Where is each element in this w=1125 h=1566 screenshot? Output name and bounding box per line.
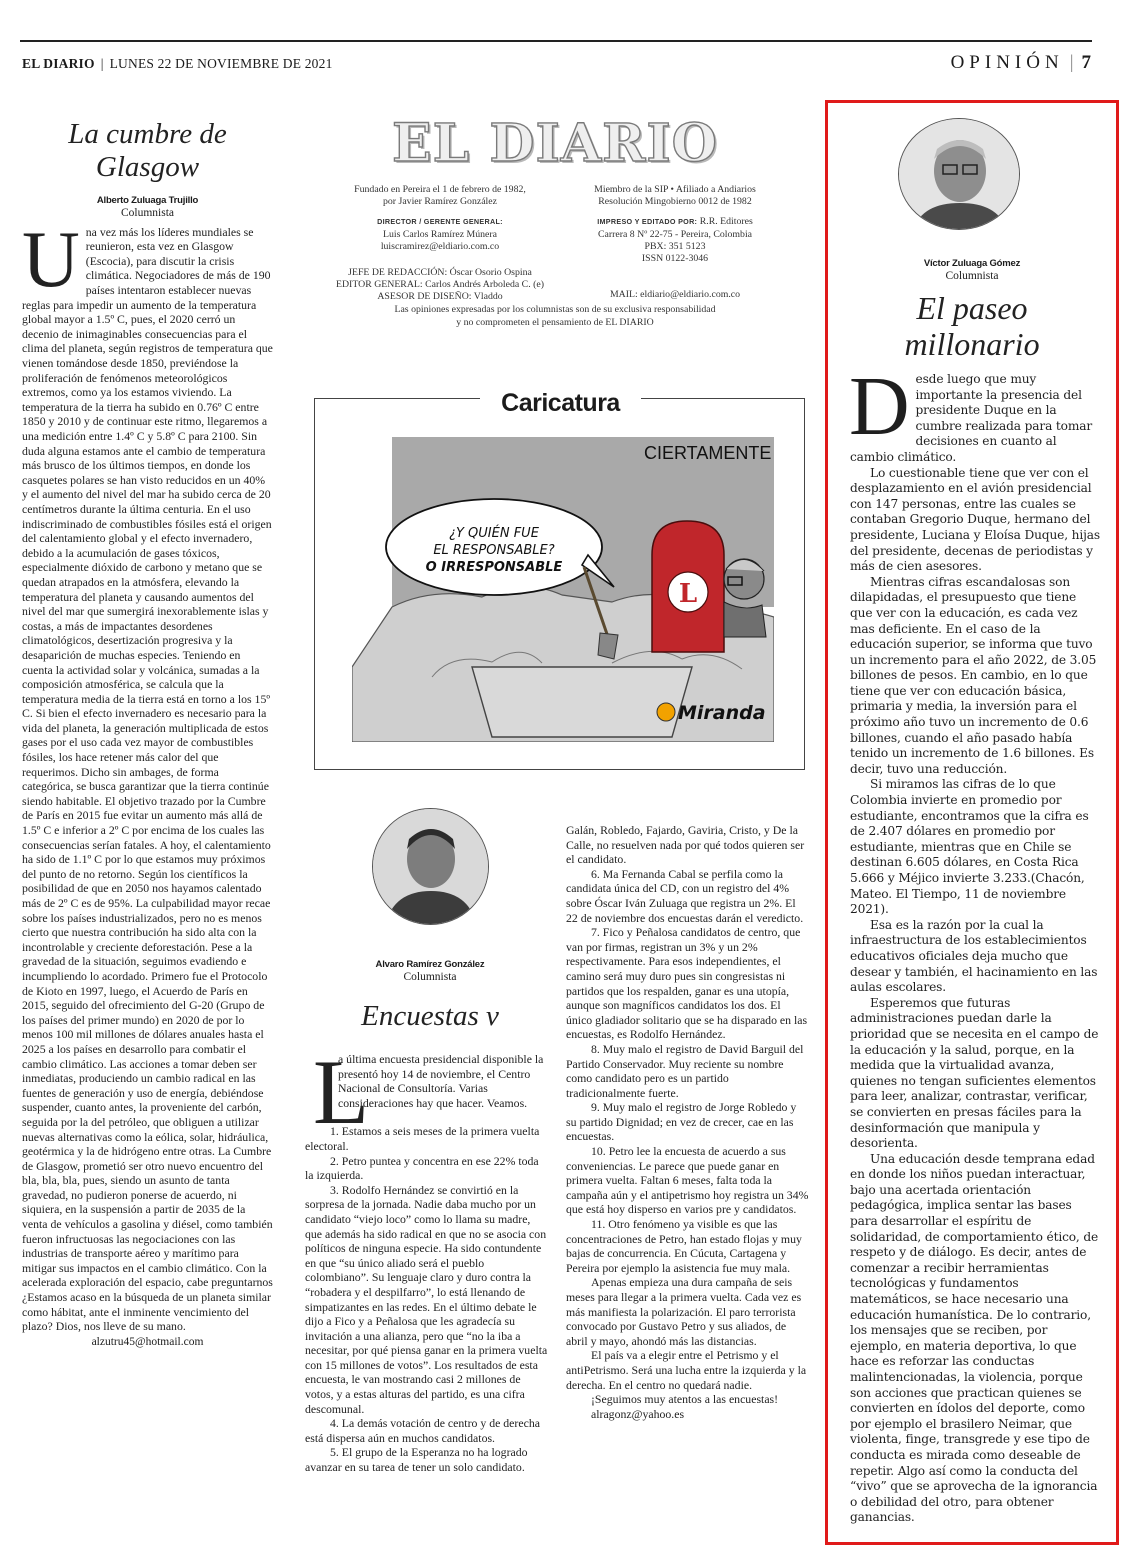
masthead-publisher [565, 184, 785, 265]
right-paragraph: Mientras cifras escandalosas son dilapidadas, el presupuesto que tiene que ver con la educación, es cada vez mas deficiente. En el caso de la educación superior, se informa que tuvo un incremento para el año 2022, de 3.05 billones de pesos. En cambio, en lo que tiene que ver con educación básica, primaria y media, la inversión para el próximo año tuvo un incremento de 0.6 billones, cuando el año pasado había tenido un incremento de 1.6 billones. Es decir, tuvo una reducción. [850, 574, 1097, 776]
issue-date: LUNES 22 DE NOVIEMBRE DE 2021 [109, 56, 333, 71]
middle-item: 3. Rodolfo Hernández se convirtió en la sorpresa de la jornada. Nadie daba mucho por un candidato “viejo loco” como lo llama su madre, que además ha sido radical en que no se asocia con políticos de ninguna especie. Ha sido contundente en que “su único aliado será el pueblo colombiano”. Su lenguaje claro y duro contra la “robadera y el despilfarro”, lo está llenando de simpatizantes en las redes. En el último debate le dijo a Fico y a Peñalosa que les agradecía su invitación a una alianza, pero que “no la iba a necesitar, por qué piensa ganar en la primera vuelta con 15 millones de votos”. Los resultados de esta encuesta, le van mostrando casi 2 millones de votos, y a estas alturas del partido, es una cifra descomunal. [305, 1182, 548, 1416]
right-paragraph: Esa es la razón por la cual la infraestructura de los establecimientos educativos oficiales deja mucho que desear y también, el hacinamiento en las aulas escolares. [850, 917, 1098, 995]
right-author-block [838, 248, 1106, 282]
left-body-text: na vez más los líderes mundiales se reunieron, esta vez en Glasgow (Escocia), para discutir la crisis climática. Negociadores de más de 190 países intentaron establecer nuevas reglas para impedir un aumento de la temperatura global mayor a 1.5º C, pues, el 2020 cerró un decenio de inimaginables consecuencias para el clima del planeta, según registros de temperatura que vienen tomándose desde 1850, previéndose la proliferación de fenómenos meteorológicos extremos, como ya los estamos viviendo. La temperatura de la tierra ha subido en 0.76º C entre 1850 y 2010 y de continuar este ritmo, llegaremos a una medición entre 1.4º C y 5.8º C para 2100. Sin duda alguna estamos ante el cambio de temperatura más brusco de los últimos tiempos, en donde los casquetes polares se han visto reducidos en un 40% y el aumento del nivel del mar ha subido cerca de 20 centímetros durante la última centuria. En el uso indiscriminado de combustibles fósiles está el origen del calentamiento global y el efecto invernadero, debido a la acumulación de gases tóxicos, especialmente dióxido de carbono y metano que se quedan atrapados en la atmósfera, elevando la temperatura del planeta y causando aumentos del nivel del mar que sumergirá inexorablemente islas y costas, a más de impactantes desordenes climatológicos, desertización progresiva y la desaparición de muchas especies. Teniendo en cuenta la actividad solar y volcánica, sumadas a la composición atmosférica, se calcula que la temperatura media de la tierra está en torno a los 15º C. Si bien el efecto invernadero es necesario para la vida del planeta, la generación multiplicada de estos gases por el uso cada vez mayor de combustibles fósiles, los hace retener más calor del que requerimos. Dicho sin ambages, de forma categórica, se busca garantizar que la tierra continúe siendo habitable. El objetivo trazado por la Cumbre de París en 2015 fue evitar un aumento más allá de 1.5º C e inferior a 2º C por encima de los cuales las consecuencias serían fatales. A hoy, el calentamiento ha sido de 1.1º C por lo que estamos muy próximos del punto de no retorno. Según los científicos la posibilidad de que en 2050 nos hayamos calentado más de 2º C es de 95%. La culpabilidad mayor recae sobre los países industrializados, pero no es menos cierto que nuestra contribución ha sido alta con la incontrolable y creciente deforestación. Pese a la gravedad de la situación, seguimos evadiendo e incumpliendo lo acordado. Primero fue el Protocolo de Kioto en 1997, luego, el Acuerdo de París en 2015, seguido del ofrecimiento del G-20 (Grupo de los países del primer mundo) en 2020 de por lo menos 100 mil millones de dólares anuales hasta el 2025 a los países en desarrollo para combatir el cambio climático. Las acciones a tomar deben ser inmediatas, produciendo un cambio radical en las fuentes de generación y uso de energía, debiéndose suspender, cuanto antes, la proveniente del carbón, seguida por la del petróleo, que obliguen a utilizar nuevas alternativas como la eólica, solar, hidráulica, geotérmica y la de hidrógeno entre otras. La Cumbre de Glasgow, prometió ser otro nuevo encuentro del bla, bla, bla, pues, siendo un asunto de tanta gravedad, no pudieron ponerse de acuerdo, ni siquiera, en la suspensión a partir de 2035 de la venta de vehículos a gasolina y diésel, como también fueron infructuosas las negociaciones con las industrias de transporte aéreo y marítimo para mitigar sus impactos en el cambio climático. Con la acelerada exploración del espacio, cabe preguntarnos ¿Estamos acaso en la búsqueda de un planeta similar como hábitat, ante el inminente vencimiento del plazo? Dios, nos lleve de su mano. [22, 224, 273, 1334]
left-dropcap: U [22, 215, 80, 304]
middle-item: 7. Fico y Peñalosa candidatos de centro, que van por firmas, registran un 3% y un 2% respectivamente. Para esos independientes, el camino será muy duro pues sin congresistas ni partidos que los respalden, ganar es una utopía, aunque son magníficos candidatos los dos. El único gladiador solitario que se ha disparado en las encuestas, es Rodolfo Hernández. [566, 925, 808, 1042]
left-title-line2: Glasgow [95, 151, 200, 184]
mail-address[interactable]: eldiario@eldiario.com.co [640, 289, 741, 300]
middle-author-block [305, 949, 555, 983]
middle-article-col2 [566, 823, 809, 1421]
director-email: luiscramirez@eldiario.com.co [380, 240, 500, 252]
header-rule [20, 40, 1092, 42]
bubble-line1: ¿Y QUIÉN FUE [449, 526, 539, 541]
section-header [951, 52, 1091, 74]
open-grave [472, 667, 692, 737]
printed-by-name: R.R. Editores [699, 216, 753, 228]
cartoon-illustration [352, 437, 774, 742]
masthead-staff [305, 267, 575, 304]
left-article-body [22, 215, 273, 1334]
issn: ISSN 0122-3046 [641, 253, 709, 265]
publisher-address: Carrera 8 Nº 22-75 - Pereira, Colombia [597, 228, 753, 240]
cartoon-label: Caricatura [480, 386, 641, 420]
middle-item: Apenas empieza una dura campaña de seis meses para llegar a la primera vuelta. Cada vez es más manifiesta la polarización. El paro terrorista convocado por Gustavo Petro y sus aliados, de abril y mayo, ahondó más las distancias. [566, 1275, 802, 1348]
masthead-logo: EL DIARIO [392, 113, 718, 174]
middle-item: ¡Seguimos muy atentos a las encuestas! [591, 1392, 779, 1407]
chief-editor-name: Óscar Osorio Ospina [449, 267, 532, 278]
disclaimer-line1: Las opiniones expresadas por los columnistas son de su exclusiva responsabilidad [394, 304, 716, 315]
left-article-title [22, 118, 273, 185]
middle-item: 8. Muy malo el registro de David Barguil del Partido Conservador. Muy reciente su nombre como candidato pero es un partido tradicionalmente fuerte. [566, 1041, 804, 1100]
resolution-line: Resolución Mingobierno 0012 de 1982 [598, 196, 752, 208]
design-advisor-label: ASESOR DE DISEÑO: [377, 291, 472, 303]
right-paragraph: Una educación desde temprana edad en donde los niños puedan interactuar, bajo una acertada orientación pedagógica, implica sentar las bases para desarrollar el espíritu de solidaridad, de comportamiento ético, de respeto y de diálogo. Es decir, antes de comenzar a recibir herramientas tecnológicas y fundamentos matemáticos, se hace necesario una educación humanística. De lo contrario, los mensajes que se reciben, por ejemplo, en materia deportiva, lo que hace es reforzar las conductas malintencionadas, la violencia, porque son acciones que practican quienes se convierten en ídolos del deporte, como por ejemplo el brasilero Neimar, que violenta, finge, transgrede y ese tipo de conducta es mirada como deseable de repetir. Algo así como la conducta del “vivo” que se aprovecha de la ignorancia o debilidad del otro, para obtener ganancias. [850, 1151, 1099, 1525]
middle-item: 2. Petro puntea y concentra en ese 22% toda la izquierda. [305, 1153, 539, 1183]
director-label: DIRECTOR / GERENTE GENERAL: [377, 217, 503, 227]
right-dropcap: D [849, 360, 910, 453]
middle-author-role: Columnista [403, 971, 457, 983]
newspaper-name: EL DIARIO [22, 56, 95, 71]
portrait-icon [373, 809, 489, 925]
masthead-founding [325, 184, 555, 253]
left-author-role: Columnista [120, 206, 175, 219]
middle-dropcap: L [313, 1041, 370, 1143]
tombstone-letter: L [678, 579, 698, 609]
right-author-role: Columnista [945, 270, 999, 282]
middle-article-title: Encuestas v [361, 1000, 499, 1032]
director-name: Luis Carlos Ramírez Múnera [383, 228, 497, 240]
right-author: Víctor Zuluaga Gómez [923, 258, 1021, 269]
left-article [22, 118, 273, 1348]
printed-by-label: IMPRESO Y EDITADO POR: [597, 217, 698, 227]
right-article-body [849, 360, 1102, 1526]
chief-editor-label: JEFE DE REDACCIÓN: [348, 267, 448, 278]
middle-item: 11. Otro fenómeno ya visible es que las concentraciones de Petro, han estado flojas y muy bajas de concurrencia. En Cúcuta, Cartagena y Pereira por ejemplo la asistencia fue muy mala. [566, 1217, 802, 1275]
middle-item: 6. Ma Fernanda Cabal se perfila como la candidata única del CD, con un registro del 4% sobre Óscar Iván Zuluaga que registra un 2%. El 22 de noviembre dos encuestas darán el veredicto. [566, 866, 804, 925]
bubble-line3: O IRRESPONSABLE [425, 560, 563, 575]
membership-line: Miembro de la SIP • Afiliado a Andiarios [594, 184, 756, 195]
masthead [305, 112, 805, 329]
middle-item: 1. Estamos a seis meses de la primera vuelta electoral. [305, 1124, 540, 1153]
masthead-mail [565, 289, 785, 301]
author-photo-right [898, 118, 1020, 230]
page-header [22, 56, 333, 72]
header-separator: | [100, 56, 104, 71]
shovel-blade [598, 633, 618, 659]
cartoonist-signature: Miranda [678, 702, 766, 724]
publisher-phone: PBX: 351 5123 [644, 240, 706, 252]
general-editor-name: Carlos Andrés Arboleda C. (e) [425, 279, 544, 291]
section-separator: | [1069, 52, 1074, 73]
section-name: OPINIÓN [950, 52, 1064, 73]
right-paragraph: Esperemos que futuras administraciones puedan darle la prioridad que se necesita en el campo de la educación y la salud, porque, en la medida que la virtualidad avanza, quienes no tengan suficientes elementos para leer, analizar, contrastar, verificar, se convierten en presas fáciles para la desinformación que manipula y desorienta. [850, 995, 1099, 1151]
portrait-icon [899, 119, 1020, 230]
right-paragraph: Si miramos las cifras de lo que Colombia invierte en promedio por estudiante, encontramos que la cifra es de 2.407 dólares en promedio por estudiante, mientras que en Chile se destinan 6.605 dólares, en Costa Rica 5.666 y Méjico invierte 3.233.(Chacón, Mateo. El Tiempo, 11 de noviembre 2021). [850, 777, 1089, 917]
middle-intro: a última encuesta presidencial disponible la presentó hoy 14 de noviembre, el Centro Nacional de Consultoría. Varias consideraciones hay que hacer. Veamos. [338, 1052, 544, 1110]
founded-line: Fundado en Pereira el 1 de febrero de 1982, [354, 184, 526, 195]
left-title-line1: La cumbre de [68, 118, 227, 150]
right-title-line1: El paseo [916, 290, 1028, 326]
right-paragraph: Lo cuestionable tiene que ver con el desplazamiento en el avión presidencial con 147 personas, entre las cuales se contaban Gregorio Duque, hermano del presidente, Luciana y Eloísa Duque, hijas del presidente, decenas de periodistas y más de cien asesores. [850, 465, 1100, 574]
left-author-email: alzutru45@hotmail.com [91, 1335, 204, 1348]
middle-col2-lead: Galán, Robledo, Fajardo, Gaviria, Cristo, y De la Calle, no resuelven nada por qué todos quieren ser el candidato. [566, 823, 805, 867]
middle-article-col1 [305, 1041, 550, 1475]
middle-item: 10. Petro lee la encuesta de acuerdo a sus conveniencias. Le parece que puede ganar en primera vuelta. Faltan 6 meses, falta toda la campaña aún y el antipetrismo hoy registra un 34% que está hoy disperso en varios pre y candidatos. [566, 1144, 809, 1217]
middle-author: Alvaro Ramírez González [375, 959, 485, 970]
bubble-line2: EL RESPONSABLE? [433, 543, 555, 558]
founder-line: por Javier Ramírez González [383, 196, 497, 208]
general-editor-label: EDITOR GENERAL: [336, 279, 423, 291]
middle-author-email: alragonz@yahoo.es [591, 1406, 685, 1421]
middle-item: 9. Muy malo el registro de Jorge Robledo y su partido Dignidad; en vez de crecer, cae en las encuestas. [566, 1100, 797, 1144]
left-author: Alberto Zuluaga Trujillo [96, 194, 199, 206]
author-photo-middle [372, 808, 489, 925]
mail-label: MAIL: [609, 289, 638, 300]
design-advisor-name: Vladdo [473, 291, 503, 303]
right-article-title [838, 290, 1106, 362]
right-title-line2: millonario [904, 326, 1040, 362]
disclaimer-line2: y no comprometen el pensamiento de EL DIARIO [456, 316, 654, 328]
right-first-paragraph: esde luego que muy importante la presencia del presidente Duque en la cumbre realizada para tomar decisiones en cuanto al cambio climático. [850, 372, 1093, 464]
signature-icon [657, 703, 675, 721]
middle-item: 4. La demás votación de centro y de derecha está dispersa aún en muchos candidatos. [305, 1416, 540, 1445]
middle-item: 5. El grupo de la Esperanza no ha logrado avanzar en su tarea de tener un solo candidato. [305, 1445, 528, 1475]
cartoon-caption: CIERTAMENTE [644, 443, 772, 463]
page-number: 7 [1081, 52, 1091, 73]
middle-item: El país va a elegir entre el Petrismo y el antiPetrismo. Será una lucha entre la izquierda y la derecha. En el centro no quedará nadie. [566, 1348, 807, 1392]
masthead-credits [305, 176, 805, 326]
